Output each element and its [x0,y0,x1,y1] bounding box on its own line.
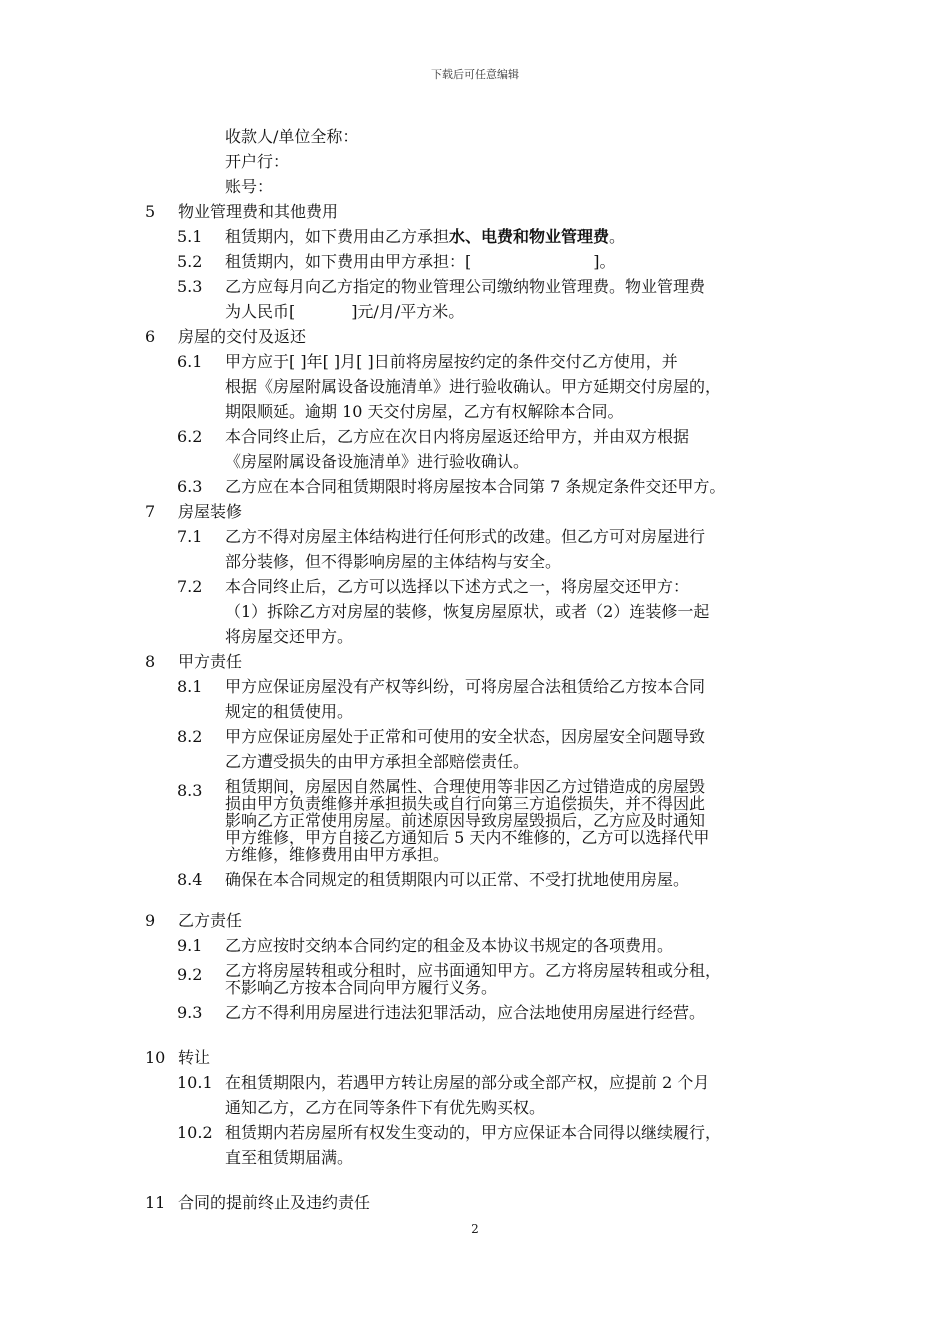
section-number: 11 [145,1193,166,1212]
section-number: 7 [145,502,156,521]
clause-8-1 [145,674,825,724]
clause-8-4 [145,867,825,892]
clause-number: 5.3 [177,277,203,296]
clause-text: 本合同终止后，乙方可以选择以下述方式之一，将房屋交还甲方： （1）拆除乙方对房屋的装修，恢复房屋原状，或者（2）连装修一起 将房屋交还甲方。 [225,577,710,646]
clause-text: 在租赁期限内，若遇甲方转让房屋的部分或全部产权，应提前 2 个月 通知乙方，乙方在同等条件下有优先购买权。 [225,1073,710,1117]
section-title: 房屋的交付及返还 [178,327,307,346]
clause-number: 5.1 [177,227,203,246]
section-number: 9 [145,911,156,930]
clause-text: 乙方应在本合同租赁期限时将房屋按本合同第 7 条规定条件交还甲方。 [225,477,726,496]
clause-number: 9.3 [177,1003,203,1022]
clause-9-2 [145,962,825,996]
section-6-heading [145,324,825,349]
section-number: 10 [145,1048,166,1067]
clause-text: 甲方应保证房屋没有产权等纠纷，可将房屋合法租赁给乙方按本合同 规定的租赁使用。 [225,677,706,721]
clause-text: 乙方不得对房屋主体结构进行任何形式的改建。但乙方可对房屋进行 部分装修，但不得影响房屋的主体结构与安全。 [225,527,706,571]
clause-number: 8.2 [177,727,203,746]
contract-body [145,124,825,1215]
section-7-heading [145,499,825,524]
clause-9-1 [145,933,825,958]
payee-block [145,124,825,199]
section-number: 5 [145,202,156,221]
clause-7-2 [145,574,825,649]
section-5-heading [145,199,825,224]
clause-number: 5.2 [177,252,203,271]
clause-text: 租赁期内若房屋所有权发生变动的，甲方应保证本合同得以继续履行， 直至租赁期届满。 [225,1123,722,1167]
clause-text: 本合同终止后，乙方应在次日内将房屋返还给甲方，并由双方根据 《房屋附属设备设施清单》进行验收确认。 [225,427,690,471]
clause-number: 8.4 [177,870,203,889]
clause-text: 租赁期间，房屋因自然属性、合理使用等非因乙方过错造成的房屋毁 损由甲方负责维修并承担损失或自行向第三方追偿损失，并不得因此 影响乙方正常使用房屋。前述原因导致房屋毁损后，乙方应及时通知 甲方维修，甲方自接乙方通知后 5 天内不维修的，乙方可以选择代甲 方维修，维修费用由甲方承担。 [225,777,710,864]
section-title: 房屋装修 [178,502,243,521]
clause-number: 10.2 [177,1123,213,1142]
clause-text-emphasis: 水、电费和物业管理费 [449,227,610,246]
clause-text: 甲方应保证房屋处于正常和可使用的安全状态，因房屋安全问题导致 乙方遭受损失的由甲方承担全部赔偿责任。 [225,727,706,771]
clause-6-1 [145,349,825,424]
section-9-heading [145,908,825,933]
clause-number: 8.1 [177,677,203,696]
clause-8-2 [145,724,825,774]
section-title: 物业管理费和其他费用 [178,202,339,221]
section-number: 8 [145,652,156,671]
clause-number: 6.1 [177,352,203,371]
clause-text: 乙方应按时交纳本合同约定的租金及本协议书规定的各项费用。 [225,936,674,955]
clause-text: 甲方应于[ ]年[ ]月[ ]日前将房屋按约定的条件交付乙方使用，并 根据《房屋附属设备设施清单》进行验收确认。甲方延期交付房屋的， 期限顺延。逾期 10 天交付房屋，乙方有权解除本合同。 [225,352,722,421]
clause-5-2 [145,249,825,274]
clause-text-part: 。 [609,227,626,246]
clause-number: 9.2 [177,965,203,984]
clause-9-3 [145,1000,825,1025]
section-number: 6 [145,327,156,346]
clause-number: 8.3 [177,781,203,800]
paragraph-gap [145,1025,825,1045]
section-8-heading [145,649,825,674]
clause-10-1 [145,1070,825,1120]
paragraph-gap [145,892,825,908]
payee-account-label: 账号： [225,177,274,196]
clause-text: 租赁期内，如下费用由甲方承担：[ ]。 [225,252,616,271]
section-11-heading [145,1190,825,1215]
clause-8-3 [145,778,825,863]
payee-name-label: 收款人/单位全称： [225,127,359,146]
clause-text: 乙方不得利用房屋进行违法犯罪活动，应合法地使用房屋进行经营。 [225,1003,706,1022]
section-title: 乙方责任 [178,911,243,930]
section-title: 甲方责任 [178,652,243,671]
payee-bank-label: 开户行： [225,152,290,171]
clause-number: 6.3 [177,477,203,496]
section-10-heading [145,1045,825,1070]
clause-number: 9.1 [177,936,203,955]
clause-5-3 [145,274,825,324]
page-number: 2 [471,1222,479,1236]
clause-number: 6.2 [177,427,203,446]
clause-7-1 [145,524,825,574]
clause-text: 乙方应每月向乙方指定的物业管理公司缴纳物业管理费。物业管理费 为人民币[ ]元/月/平方米。 [225,277,706,321]
clause-number: 7.2 [177,577,203,596]
clause-6-2 [145,424,825,474]
clause-10-2 [145,1120,825,1170]
section-title: 转让 [178,1048,211,1067]
clause-5-1 [145,224,825,249]
clause-text-part: 租赁期内，如下费用由乙方承担 [225,227,450,246]
clause-text [225,224,825,249]
clause-text: 确保在本合同规定的租赁期限内可以正常、不受打扰地使用房屋。 [225,870,690,889]
clause-6-3 [145,474,825,499]
paragraph-gap [145,1170,825,1190]
page-header: 下载后可任意编辑 [431,68,519,81]
clause-number: 7.1 [177,527,203,546]
clause-text: 乙方将房屋转租或分租时，应书面通知甲方。乙方将房屋转租或分租， 不影响乙方按本合同向甲方履行义务。 [225,961,722,997]
section-title: 合同的提前终止及违约责任 [178,1193,371,1212]
clause-number: 10.1 [177,1073,213,1092]
